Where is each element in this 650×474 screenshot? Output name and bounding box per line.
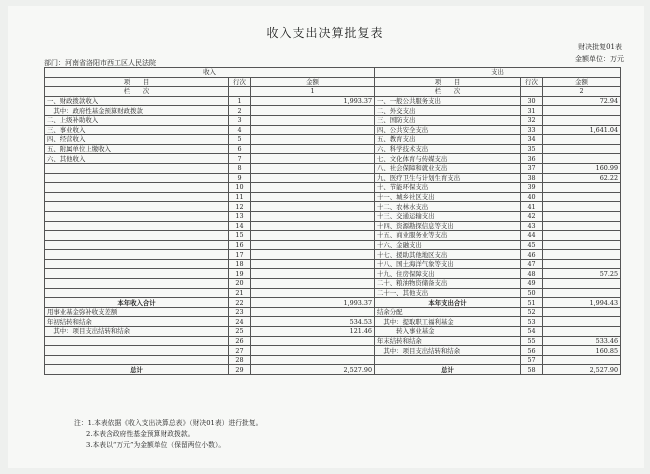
income-lineno-cell: 13: [229, 211, 251, 221]
income-item-header: 项 目: [45, 77, 229, 87]
income-lineno-cell: 2: [229, 106, 251, 116]
expense-item-cell: 七、文化体育与传媒支出: [375, 154, 521, 164]
income-lineno-cell: 6: [229, 144, 251, 154]
income-item-cell: [45, 288, 229, 298]
income-amount-cell: [251, 202, 375, 212]
expense-item-cell: 五、教育支出: [375, 135, 521, 145]
expense-item-cell: 十八、国土海洋气象等支出: [375, 259, 521, 269]
table-row: [45, 231, 621, 241]
expense-lineno-cell: 46: [521, 250, 543, 260]
income-col-label: 栏 次: [45, 87, 229, 97]
table-row: [45, 183, 621, 193]
income-lineno-cell: 29: [229, 365, 251, 375]
income-amount-cell: [251, 135, 375, 145]
department-label: 部门：河南省洛阳市西工区人民法院: [44, 59, 156, 67]
expense-amount-header: 金额: [543, 77, 621, 87]
income-lineno-cell: 28: [229, 355, 251, 365]
expense-amount-cell: [543, 317, 621, 327]
income-item-cell: [45, 355, 229, 365]
column-header-row: [45, 77, 621, 87]
expense-lineno-cell: 34: [521, 135, 543, 145]
expense-amount-cell: [543, 115, 621, 125]
expense-amount-cell: [543, 327, 621, 337]
expense-lineno-cell: 57: [521, 355, 543, 365]
income-item-cell: [45, 202, 229, 212]
table-row: [45, 259, 621, 269]
table-row: [45, 173, 621, 183]
expense-item-cell: 二十、粮油物资储备支出: [375, 279, 521, 289]
expense-item-cell: 二、外交支出: [375, 106, 521, 116]
expense-col-blank: [521, 87, 543, 97]
section-header-row: [45, 68, 621, 78]
expense-item-cell: 其中：项目支出结转和结余: [375, 346, 521, 356]
expense-item-cell: [375, 355, 521, 365]
form-code: 财决批复01表: [578, 43, 622, 51]
table-row: [45, 192, 621, 202]
expense-lineno-cell: 33: [521, 125, 543, 135]
income-item-cell: 其中：项目支出结转和结余: [45, 327, 229, 337]
table-row: [45, 279, 621, 289]
income-amount-cell: [251, 106, 375, 116]
expense-lineno-cell: 52: [521, 307, 543, 317]
table-row: [45, 336, 621, 346]
income-lineno-cell: 7: [229, 154, 251, 164]
income-section-header: 收入: [45, 68, 375, 78]
expense-lineno-cell: 37: [521, 163, 543, 173]
footnote-1: 注：1.本表依据《收入支出决算总表》（财决01表）进行批复。: [74, 419, 263, 427]
income-amount-cell: [251, 307, 375, 317]
income-item-cell: 总计: [45, 365, 229, 375]
table-row: [45, 355, 621, 365]
expense-lineno-cell: 53: [521, 317, 543, 327]
expense-item-cell: 结余分配: [375, 307, 521, 317]
table-row: [45, 135, 621, 145]
expense-amount-cell: 72.94: [543, 96, 621, 106]
document-title: 收入支出决算批复表: [266, 26, 384, 40]
expense-item-cell: 八、社会保障和就业支出: [375, 163, 521, 173]
expense-amount-cell: 62.22: [543, 173, 621, 183]
income-lineno-cell: 3: [229, 115, 251, 125]
expense-amount-cell: [543, 183, 621, 193]
table-row: [45, 96, 621, 106]
expense-amount-cell: [543, 259, 621, 269]
footnote-3: 3.本表以“万元”为金额单位（保留两位小数）。: [86, 441, 226, 449]
expense-lineno-cell: 56: [521, 346, 543, 356]
table-row: [45, 202, 621, 212]
income-amount-cell: [251, 250, 375, 260]
income-item-cell: [45, 221, 229, 231]
expense-lineno-cell: 41: [521, 202, 543, 212]
income-item-cell: 四、经营收入: [45, 135, 229, 145]
income-amount-cell: [251, 279, 375, 289]
expense-amount-cell: 160.99: [543, 163, 621, 173]
table-row: [45, 211, 621, 221]
income-item-cell: [45, 183, 229, 193]
expense-item-cell: 十一、城乡社区支出: [375, 192, 521, 202]
income-item-cell: 三、事业收入: [45, 125, 229, 135]
expense-amount-cell: 2,527.90: [543, 365, 621, 375]
income-amount-cell: [251, 144, 375, 154]
income-amount-cell: [251, 336, 375, 346]
income-amount-cell: [251, 115, 375, 125]
expense-amount-cell: [543, 307, 621, 317]
income-lineno-cell: 15: [229, 231, 251, 241]
table-row: [45, 125, 621, 135]
income-lineno-cell: 23: [229, 307, 251, 317]
income-item-cell: [45, 250, 229, 260]
income-amount-cell: [251, 173, 375, 183]
income-item-cell: [45, 336, 229, 346]
income-lineno-cell: 24: [229, 317, 251, 327]
expense-amount-cell: [543, 279, 621, 289]
expense-item-cell: 十四、资源勘探信息等支出: [375, 221, 521, 231]
income-amount-cell: [251, 192, 375, 202]
expense-item-cell: 十、节能环保支出: [375, 183, 521, 193]
expense-item-cell: 本年支出合计: [375, 298, 521, 308]
income-item-cell: [45, 192, 229, 202]
expense-item-cell: 九、医疗卫生与计划生育支出: [375, 173, 521, 183]
income-lineno-cell: 9: [229, 173, 251, 183]
expense-amount-cell: [543, 192, 621, 202]
table-row: [45, 115, 621, 125]
income-amount-cell: [251, 221, 375, 231]
expense-amount-cell: [543, 231, 621, 241]
expense-amount-cell: [543, 144, 621, 154]
expense-item-cell: 十三、交通运输支出: [375, 211, 521, 221]
income-item-cell: [45, 211, 229, 221]
income-amount-cell: 121.46: [251, 327, 375, 337]
expense-col-number: 2: [543, 87, 621, 97]
income-lineno-cell: 25: [229, 327, 251, 337]
income-lineno-cell: 4: [229, 125, 251, 135]
expense-lineno-cell: 38: [521, 173, 543, 183]
expense-amount-cell: 57.25: [543, 269, 621, 279]
expense-lineno-header: 行次: [521, 77, 543, 87]
expense-item-cell: 总计: [375, 365, 521, 375]
expense-amount-cell: [543, 154, 621, 164]
expense-lineno-cell: 39: [521, 183, 543, 193]
expense-item-cell: 三、国防支出: [375, 115, 521, 125]
table-row: [45, 298, 621, 308]
expense-item-cell: 六、科学技术支出: [375, 144, 521, 154]
expense-item-cell: 十六、金融支出: [375, 240, 521, 250]
income-lineno-header: 行次: [229, 77, 251, 87]
income-lineno-cell: 26: [229, 336, 251, 346]
table-row: [45, 288, 621, 298]
table-row: [45, 365, 621, 375]
expense-lineno-cell: 51: [521, 298, 543, 308]
income-item-cell: 用事业基金弥补收支差额: [45, 307, 229, 317]
expense-lineno-cell: 40: [521, 192, 543, 202]
income-amount-cell: [251, 163, 375, 173]
income-lineno-cell: 14: [229, 221, 251, 231]
expense-amount-cell: [543, 211, 621, 221]
income-lineno-cell: 27: [229, 346, 251, 356]
income-item-cell: [45, 279, 229, 289]
amount-unit: 金额单位：万元: [575, 55, 624, 63]
column-number-row: [45, 87, 621, 97]
expense-amount-cell: [543, 250, 621, 260]
income-lineno-cell: 10: [229, 183, 251, 193]
expense-item-cell: 转入事业基金: [375, 327, 521, 337]
income-item-cell: 六、其他收入: [45, 154, 229, 164]
income-lineno-cell: 12: [229, 202, 251, 212]
table-row: [45, 106, 621, 116]
table-row: [45, 144, 621, 154]
expense-item-cell: 十二、农林水支出: [375, 202, 521, 212]
income-item-cell: 二、上级补助收入: [45, 115, 229, 125]
expense-lineno-cell: 42: [521, 211, 543, 221]
expense-lineno-cell: 30: [521, 96, 543, 106]
income-amount-cell: [251, 211, 375, 221]
expense-amount-cell: 160.85: [543, 346, 621, 356]
expense-col-label: 栏 次: [375, 87, 521, 97]
income-item-cell: [45, 173, 229, 183]
income-item-cell: 其中：政府性基金预算财政拨款: [45, 106, 229, 116]
expense-lineno-cell: 35: [521, 144, 543, 154]
table-row: [45, 163, 621, 173]
expense-amount-cell: 1,641.04: [543, 125, 621, 135]
income-item-cell: [45, 346, 229, 356]
income-amount-header: 金额: [251, 77, 375, 87]
income-lineno-cell: 16: [229, 240, 251, 250]
footnote-2: 2.本表含政府性基金预算财政拨款。: [86, 430, 195, 438]
expense-lineno-cell: 36: [521, 154, 543, 164]
income-lineno-cell: 8: [229, 163, 251, 173]
expense-item-cell: 十九、住房保障支出: [375, 269, 521, 279]
table-row: [45, 346, 621, 356]
income-amount-cell: [251, 346, 375, 356]
income-lineno-cell: 1: [229, 96, 251, 106]
income-amount-cell: [251, 183, 375, 193]
income-item-cell: [45, 269, 229, 279]
income-item-cell: 本年收入合计: [45, 298, 229, 308]
income-amount-cell: [251, 355, 375, 365]
expense-amount-cell: [543, 202, 621, 212]
expense-item-header: 项 目: [375, 77, 521, 87]
expense-amount-cell: [543, 240, 621, 250]
expense-lineno-cell: 55: [521, 336, 543, 346]
income-expense-table: [44, 67, 621, 375]
income-lineno-cell: 18: [229, 259, 251, 269]
income-lineno-cell: 22: [229, 298, 251, 308]
expense-amount-cell: 533.46: [543, 336, 621, 346]
expense-amount-cell: [543, 288, 621, 298]
expense-item-cell: 四、公共安全支出: [375, 125, 521, 135]
income-amount-cell: 1,993.37: [251, 96, 375, 106]
expense-amount-cell: [543, 106, 621, 116]
expense-item-cell: 二十一、其他支出: [375, 288, 521, 298]
expense-item-cell: 其中：提取职工福利基金: [375, 317, 521, 327]
table-row: [45, 250, 621, 260]
income-amount-cell: 534.53: [251, 317, 375, 327]
income-amount-cell: [251, 125, 375, 135]
income-lineno-cell: 5: [229, 135, 251, 145]
income-amount-cell: 2,527.90: [251, 365, 375, 375]
expense-item-cell: 十五、商业服务业等支出: [375, 231, 521, 241]
footnotes: [74, 418, 263, 451]
income-col-blank: [229, 87, 251, 97]
expense-lineno-cell: 48: [521, 269, 543, 279]
income-col-number: 1: [251, 87, 375, 97]
income-amount-cell: [251, 154, 375, 164]
income-item-cell: [45, 259, 229, 269]
expense-amount-cell: [543, 221, 621, 231]
expense-lineno-cell: 49: [521, 279, 543, 289]
expense-lineno-cell: 54: [521, 327, 543, 337]
income-amount-cell: [251, 269, 375, 279]
expense-item-cell: 一、一般公共服务支出: [375, 96, 521, 106]
table-row: [45, 269, 621, 279]
income-item-cell: 年初结转和结余: [45, 317, 229, 327]
income-lineno-cell: 17: [229, 250, 251, 260]
table-row: [45, 221, 621, 231]
expense-item-cell: 年末结转和结余: [375, 336, 521, 346]
expense-item-cell: 十七、援助其他地区支出: [375, 250, 521, 260]
table-row: [45, 317, 621, 327]
income-lineno-cell: 19: [229, 269, 251, 279]
income-amount-cell: 1,993.37: [251, 298, 375, 308]
expense-amount-cell: [543, 355, 621, 365]
table-row: [45, 327, 621, 337]
expense-lineno-cell: 31: [521, 106, 543, 116]
table-row: [45, 154, 621, 164]
income-amount-cell: [251, 288, 375, 298]
expense-lineno-cell: 58: [521, 365, 543, 375]
expense-lineno-cell: 32: [521, 115, 543, 125]
expense-lineno-cell: 43: [521, 221, 543, 231]
income-amount-cell: [251, 240, 375, 250]
income-lineno-cell: 11: [229, 192, 251, 202]
expense-lineno-cell: 50: [521, 288, 543, 298]
expense-amount-cell: 1,994.43: [543, 298, 621, 308]
income-amount-cell: [251, 259, 375, 269]
table-row: [45, 307, 621, 317]
income-item-cell: [45, 163, 229, 173]
income-item-cell: 五、附属单位上缴收入: [45, 144, 229, 154]
income-lineno-cell: 20: [229, 279, 251, 289]
expense-lineno-cell: 45: [521, 240, 543, 250]
expense-lineno-cell: 44: [521, 231, 543, 241]
expense-section-header: 支出: [375, 68, 621, 78]
income-lineno-cell: 21: [229, 288, 251, 298]
income-item-cell: 一、财政拨款收入: [45, 96, 229, 106]
income-item-cell: [45, 231, 229, 241]
expense-lineno-cell: 47: [521, 259, 543, 269]
income-item-cell: [45, 240, 229, 250]
expense-amount-cell: [543, 135, 621, 145]
table-row: [45, 240, 621, 250]
income-amount-cell: [251, 231, 375, 241]
